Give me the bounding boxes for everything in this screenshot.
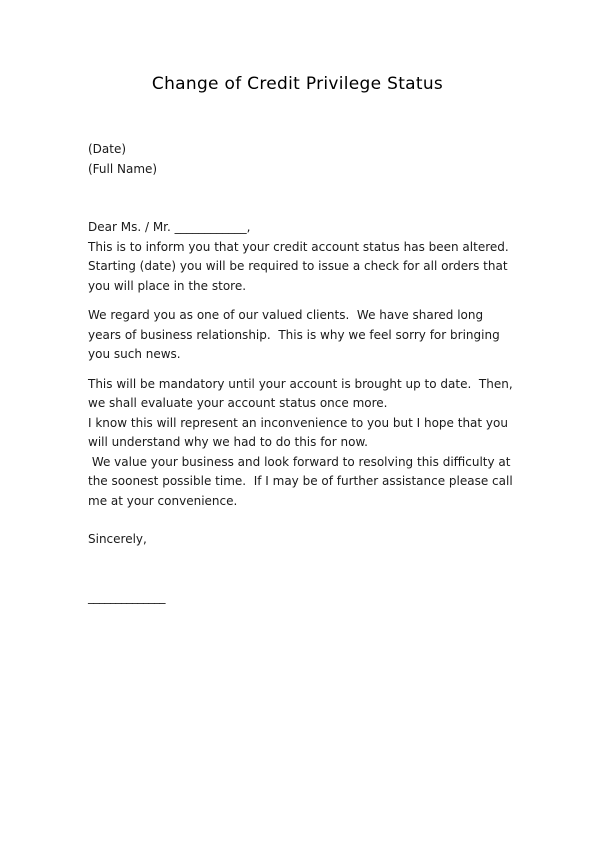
signature-line: ______________	[88, 590, 165, 604]
paragraph-line: years of business relationship. This is why we feel sorry for bringing	[88, 327, 500, 342]
paragraph-line: we shall evaluate your account status once more.	[88, 396, 388, 410]
salutation: Dear Ms. / Mr. ____________,	[88, 220, 251, 234]
date-placeholder: (Date)	[88, 142, 127, 156]
paragraph-1	[88, 238, 513, 297]
paragraph-line: I know this will represent an inconvenience to you but I hope that you	[88, 415, 508, 430]
paragraph-spacer	[88, 296, 513, 306]
letter-header	[88, 140, 513, 179]
paragraph-line: This is to inform you that your credit account status has been altered.	[88, 239, 509, 254]
full-name-placeholder: (Full Name)	[88, 161, 158, 176]
paragraph-line: you such news.	[88, 347, 181, 361]
paragraph-line: We value your business and look forward to resolving this difficulty at	[88, 454, 511, 469]
paragraph-line: me at your convenience.	[88, 493, 238, 508]
closing-text: Sincerely,	[88, 532, 147, 546]
paragraph-2	[88, 306, 513, 365]
paragraph-line: will understand why we had to do this for now.	[88, 435, 368, 449]
paragraph-line: We regard you as one of our valued clients. We have shared long	[88, 308, 484, 322]
closing-block	[88, 530, 513, 550]
paragraph-line: Starting (date) you will be required to issue a check for all orders that	[88, 259, 508, 273]
paragraph-line: This will be mandatory until your account is brought up to date. Then,	[88, 376, 513, 391]
page-title: Change of Credit Privilege Status	[151, 74, 444, 94]
letter-body	[88, 218, 513, 511]
paragraph-spacer	[88, 365, 513, 375]
paragraph-line: you will place in the store.	[88, 278, 247, 293]
paragraph-line: the soonest possible time. If I may be of further assistance please call	[88, 474, 513, 488]
paragraph-3	[88, 375, 513, 512]
